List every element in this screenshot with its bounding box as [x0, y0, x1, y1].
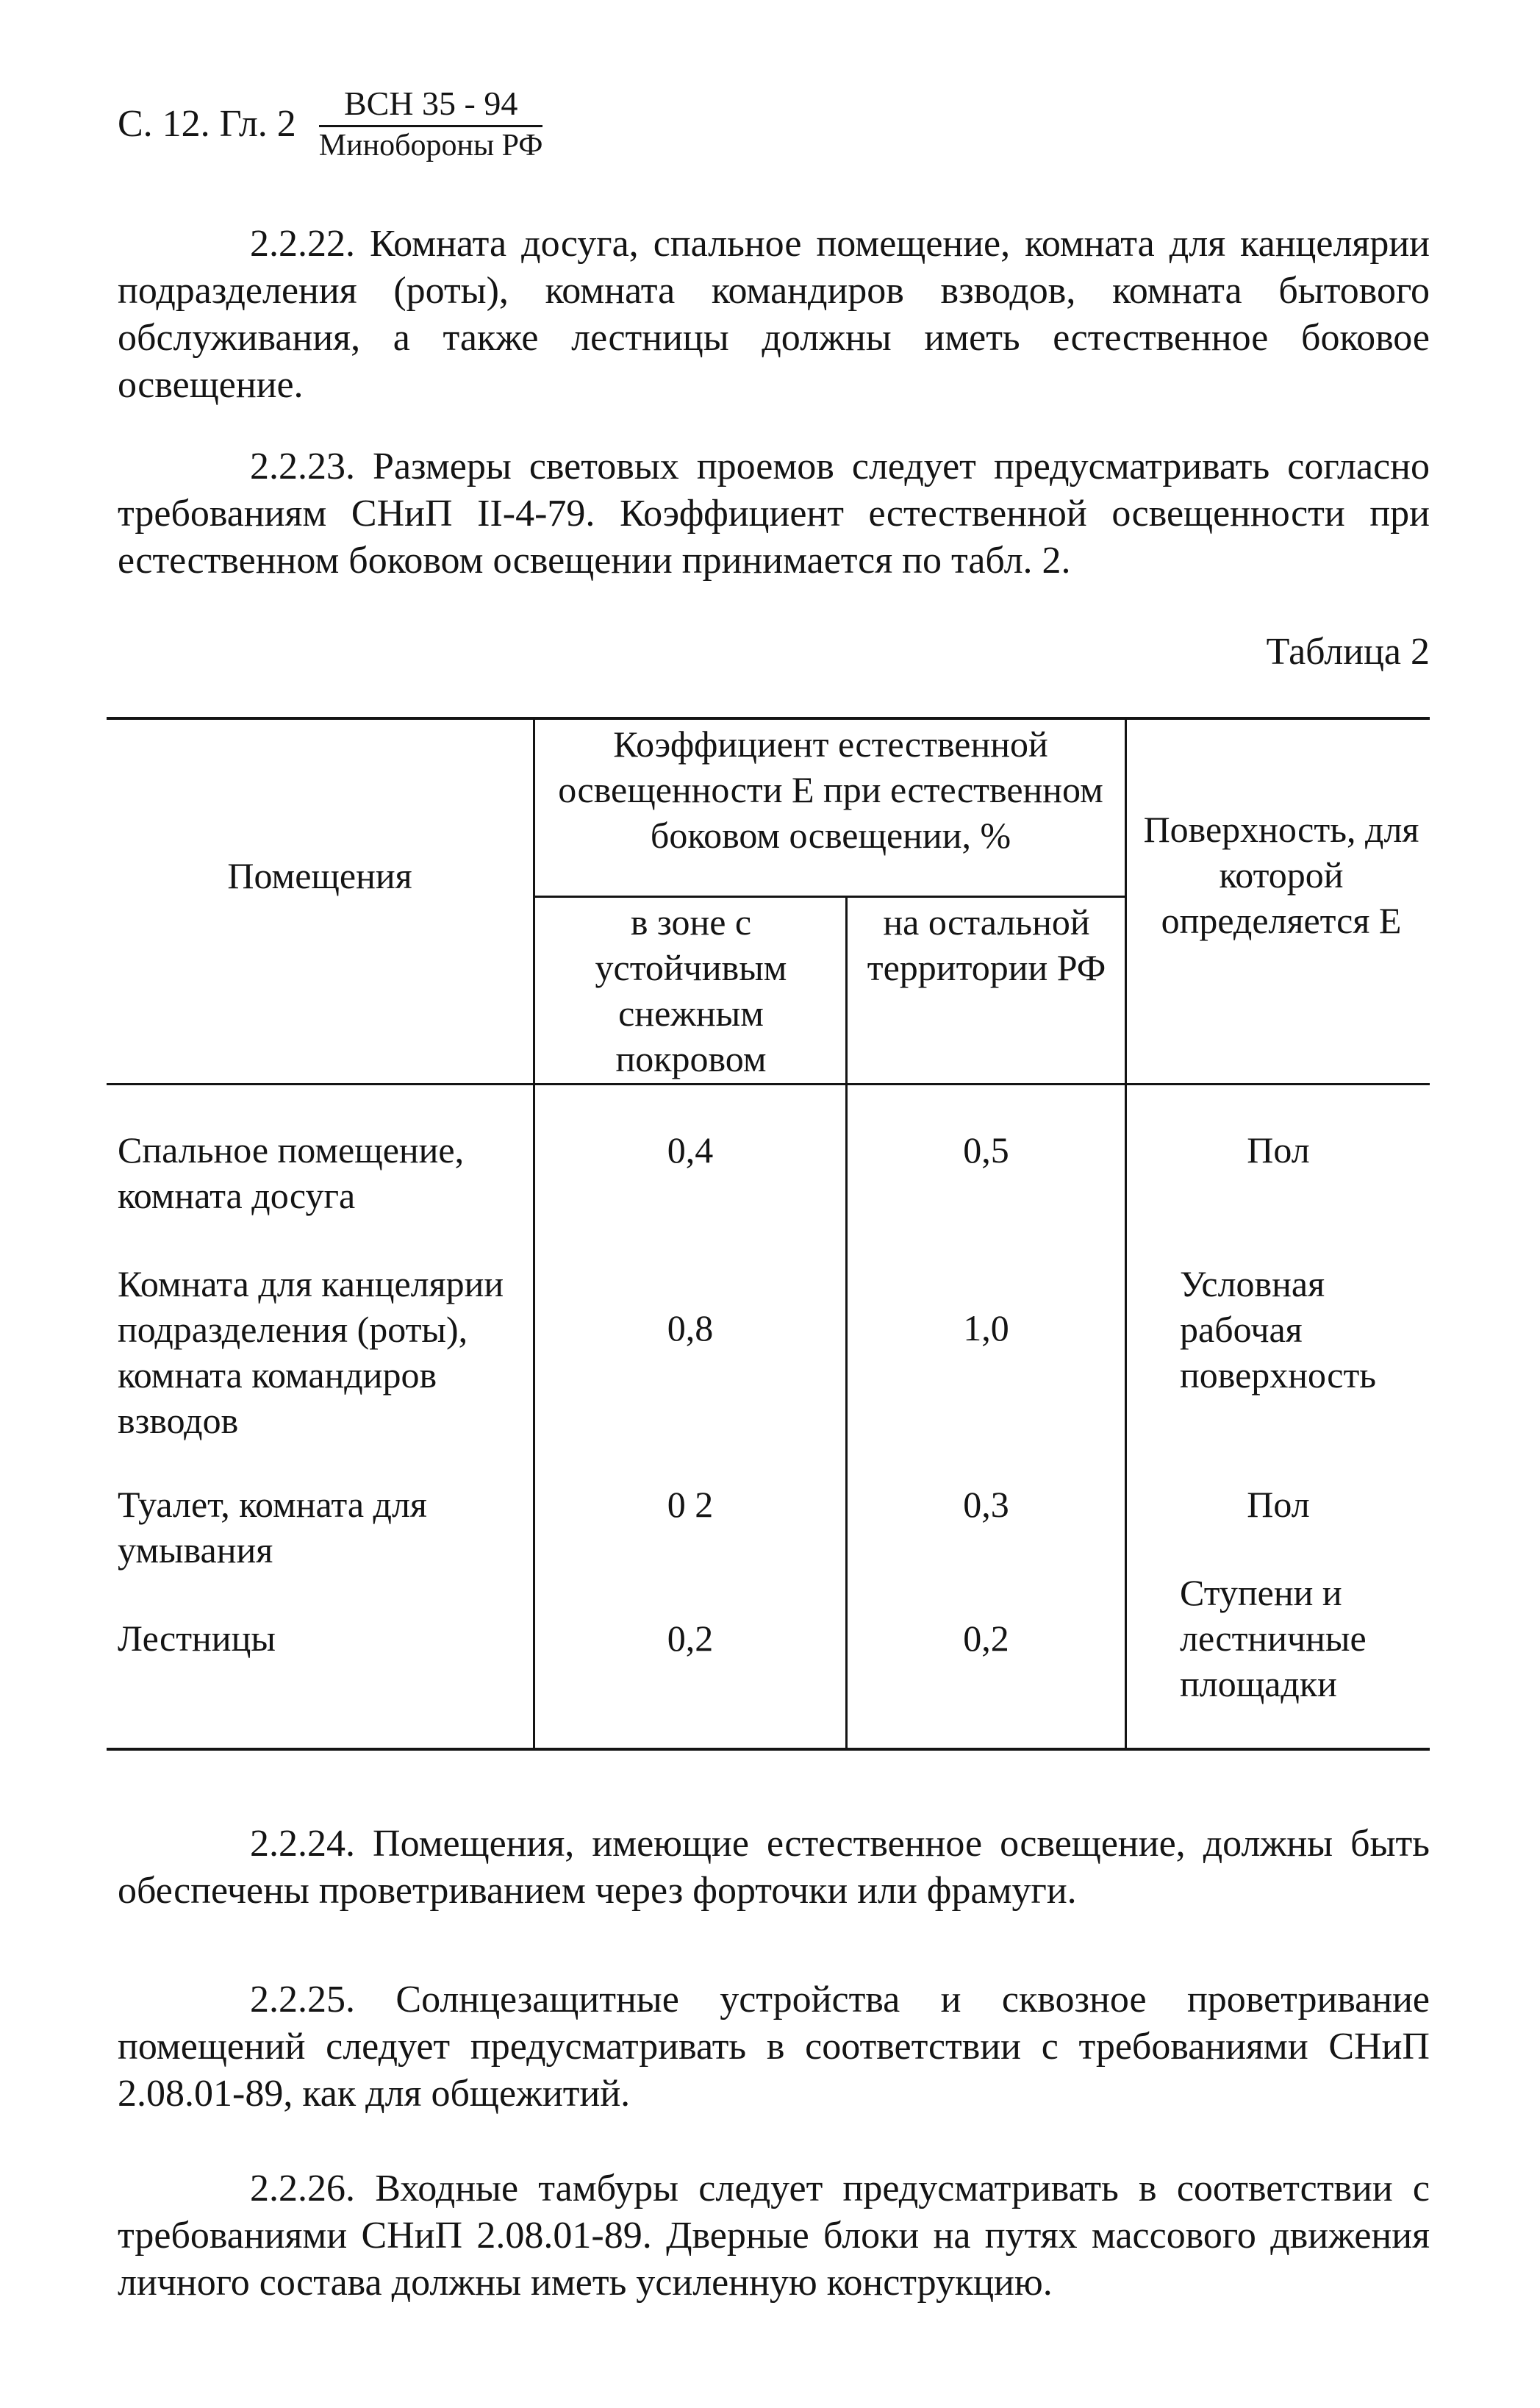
paragraph-2-2-25: 2.2.25. Солнцезащитные устройства и сквозное проветривание помещений следует предусматривать в соответствии с требованиями СНиП 2.08.01-89, как для общежитий. [118, 1979, 1430, 2115]
running-header [118, 87, 542, 161]
row-2-surface: Условная рабочая поверхность [1180, 1263, 1377, 1396]
col-divider-3 [1125, 717, 1127, 1751]
row-4-room: Лестницы [118, 1618, 276, 1659]
illumination-table [107, 717, 1430, 1754]
header-zone-other: на остальной территории РФ [867, 901, 1106, 988]
header-surface: Поверхность, для которой определяется E [1143, 809, 1419, 941]
ministry-name: Минобороны РФ [318, 129, 543, 162]
row-1-room: Спальное помещение, комната досуга [118, 1129, 465, 1216]
table-caption: Таблица 2 [1266, 631, 1430, 673]
header-bottom-rule [107, 1083, 1430, 1085]
header-rooms: Помещения [227, 855, 412, 896]
document-code: ВСН 35 - 94 [319, 87, 543, 127]
row-2-other: 1,0 [963, 1307, 1009, 1348]
table-top-rule [107, 717, 1430, 720]
header-zone-snow: в зоне с устойчивым снежным покровом [595, 901, 787, 1079]
header-coefficient: Коэффициент естественной освещенности E при естественном боковом освещении, % [558, 724, 1103, 856]
row-3-other: 0,3 [963, 1484, 1009, 1525]
row-1-surface: Пол [1247, 1129, 1310, 1171]
row-3-snow: 0 2 [667, 1484, 714, 1525]
col-divider-1 [533, 717, 535, 1751]
row-3-room: Туалет, комната для умывания [118, 1484, 427, 1571]
row-4-other: 0,2 [963, 1618, 1009, 1659]
document-code-fraction [319, 87, 543, 161]
row-2-snow: 0,8 [667, 1307, 714, 1348]
paragraph-2-2-26: 2.2.26. Входные тамбуры следует предусматривать в соответствии с требованиями СНиП 2.08.01-89. Дверные блоки на путях массового движения личного состава должны иметь усиленную конструкцию. [118, 2168, 1430, 2304]
paragraph-2-2-23: 2.2.23. Размеры световых проемов следует предусматривать согласно требованиям СНиП II-4-79. Коэффициент естественной освещенности при естественном боковом освещении принимается по табл. 2. [118, 446, 1430, 582]
table-bottom-rule [107, 1748, 1430, 1751]
row-1-other: 0,5 [963, 1129, 1009, 1171]
paragraph-2-2-24: 2.2.24. Помещения, имеющие естественное освещение, должны быть обеспечены проветриванием через форточки или фрамуги. [118, 1823, 1430, 1912]
row-4-surface: Ступени и лестничные площадки [1180, 1572, 1367, 1704]
row-1-snow: 0,4 [667, 1129, 714, 1171]
paragraph-2-2-22: 2.2.22. Комната досуга, спальное помещение, комната для канцелярии подразделения (роты), комната командиров взводов, комната бытового обслуживания, а также лестницы должны иметь естественное боковое освещение. [118, 223, 1430, 406]
page-reference: С. 12. Гл. 2 [118, 102, 296, 145]
row-3-surface: Пол [1247, 1484, 1310, 1525]
header-subdivision-rule [533, 896, 1126, 898]
row-4-snow: 0,2 [667, 1618, 714, 1659]
row-2-room: Комната для канцелярии подразделения (роты), комната командиров взводов [118, 1263, 504, 1441]
